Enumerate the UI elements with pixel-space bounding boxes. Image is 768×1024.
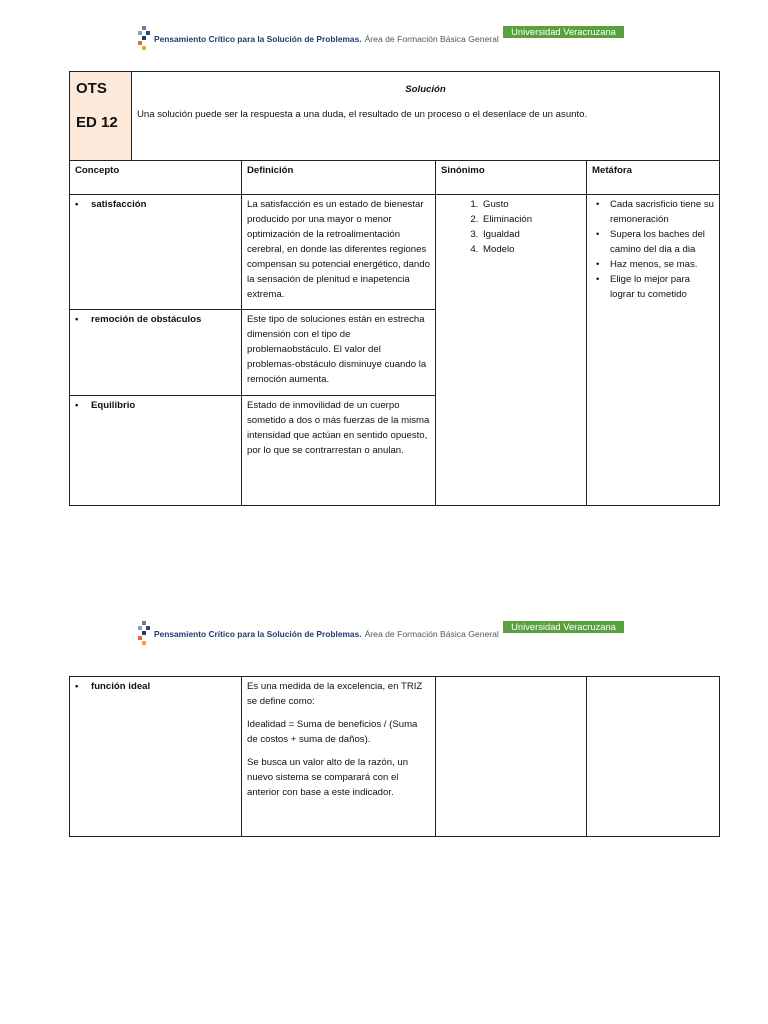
definition-cell: Este tipo de soluciones están en estrecha dimensión con el tipo de problemaobstáculo. El valor del problemas-obstáculo disminuye cuando la remoción aumenta. xyxy=(242,310,436,396)
col-header-concepto: Concepto xyxy=(70,161,242,195)
header-title: Pensamiento Crítico para la Solución de Problemas. Área de Formación Básica General xyxy=(154,629,499,639)
col-header-metafora: Metáfora xyxy=(587,161,720,195)
list-item: • Elige lo mejor para lograr tu cometido xyxy=(610,272,714,302)
concept-cell: • Equilibrio xyxy=(70,396,242,506)
list-item: • Haz menos, se mas. xyxy=(610,257,714,272)
list-item: • Supera los baches del camino del dia a dia xyxy=(610,227,714,257)
metaphor-cell xyxy=(587,677,720,837)
university-logo-icon xyxy=(138,26,152,50)
synonym-cell xyxy=(436,195,587,506)
concept-label: satisfacción xyxy=(91,199,147,210)
definition-paragraph: Se busca un valor alto de la razón, un nuevo sistema se comparará con el anterior con base a este indicador. xyxy=(247,757,409,798)
solucion-cell xyxy=(132,72,720,161)
list-item: 2. Eliminación xyxy=(481,212,581,227)
list-item: 4. Modelo xyxy=(481,242,581,257)
definition-cell: La satisfacción es un estado de bienestar producido por una mayor o menor optimización de la retroalimentación cerebral, en donde las diferentes regiones compensan su potencial energético, dando la sensación de plenitud e inapetencia extrema. xyxy=(242,195,436,310)
list-item: 1. Gusto xyxy=(481,197,581,212)
concept-cell: • satisfacción xyxy=(70,195,242,310)
synonym-list xyxy=(441,197,581,257)
metaphor-cell xyxy=(587,195,720,506)
list-item: 3. Igualdad xyxy=(481,227,581,242)
university-badge: Universidad Veracruzana xyxy=(503,26,624,38)
concept-cell: • remoción de obstáculos xyxy=(70,310,242,396)
page-header xyxy=(138,621,624,647)
synonym-cell xyxy=(436,677,587,837)
concept-label: remoción de obstáculos xyxy=(91,314,202,325)
definition-paragraph: Idealidad = Suma de beneficios / (Suma de costos + suma de daños). xyxy=(247,719,418,745)
header-title: Pensamiento Crítico para la Solución de Problemas. Área de Formación Básica General xyxy=(154,34,499,44)
university-badge: Universidad Veracruzana xyxy=(503,621,624,633)
continuation-table xyxy=(69,676,720,837)
metaphor-list xyxy=(592,197,714,302)
ots-table xyxy=(69,71,720,506)
ots-label: OTS ED 12 xyxy=(70,72,132,161)
page-header xyxy=(138,26,624,52)
col-header-sinonimo: Sinónimo xyxy=(436,161,587,195)
col-header-definicion: Definición xyxy=(242,161,436,195)
list-item: • Cada sacrisficio tiene su remoneración xyxy=(610,197,714,227)
concept-label: función ideal xyxy=(91,681,151,692)
concept-label: Equilibrio xyxy=(91,400,136,411)
solucion-title: Solución xyxy=(405,84,446,95)
concept-cell: • función ideal xyxy=(70,677,242,837)
definition-cell: Estado de inmovilidad de un cuerpo sometido a dos o más fuerzas de la misma intensidad que actúan en sentido opuesto, por lo que se contrarrestan o anulan. xyxy=(242,396,436,506)
definition-cell xyxy=(242,677,436,837)
solucion-text: Una solución puede ser la respuesta a una duda, el resultado de un proceso o el desenlace de un asunto. xyxy=(137,109,588,120)
definition-paragraph: Es una medida de la excelencia, en TRIZ se define como: xyxy=(247,681,423,707)
university-logo-icon xyxy=(138,621,152,645)
